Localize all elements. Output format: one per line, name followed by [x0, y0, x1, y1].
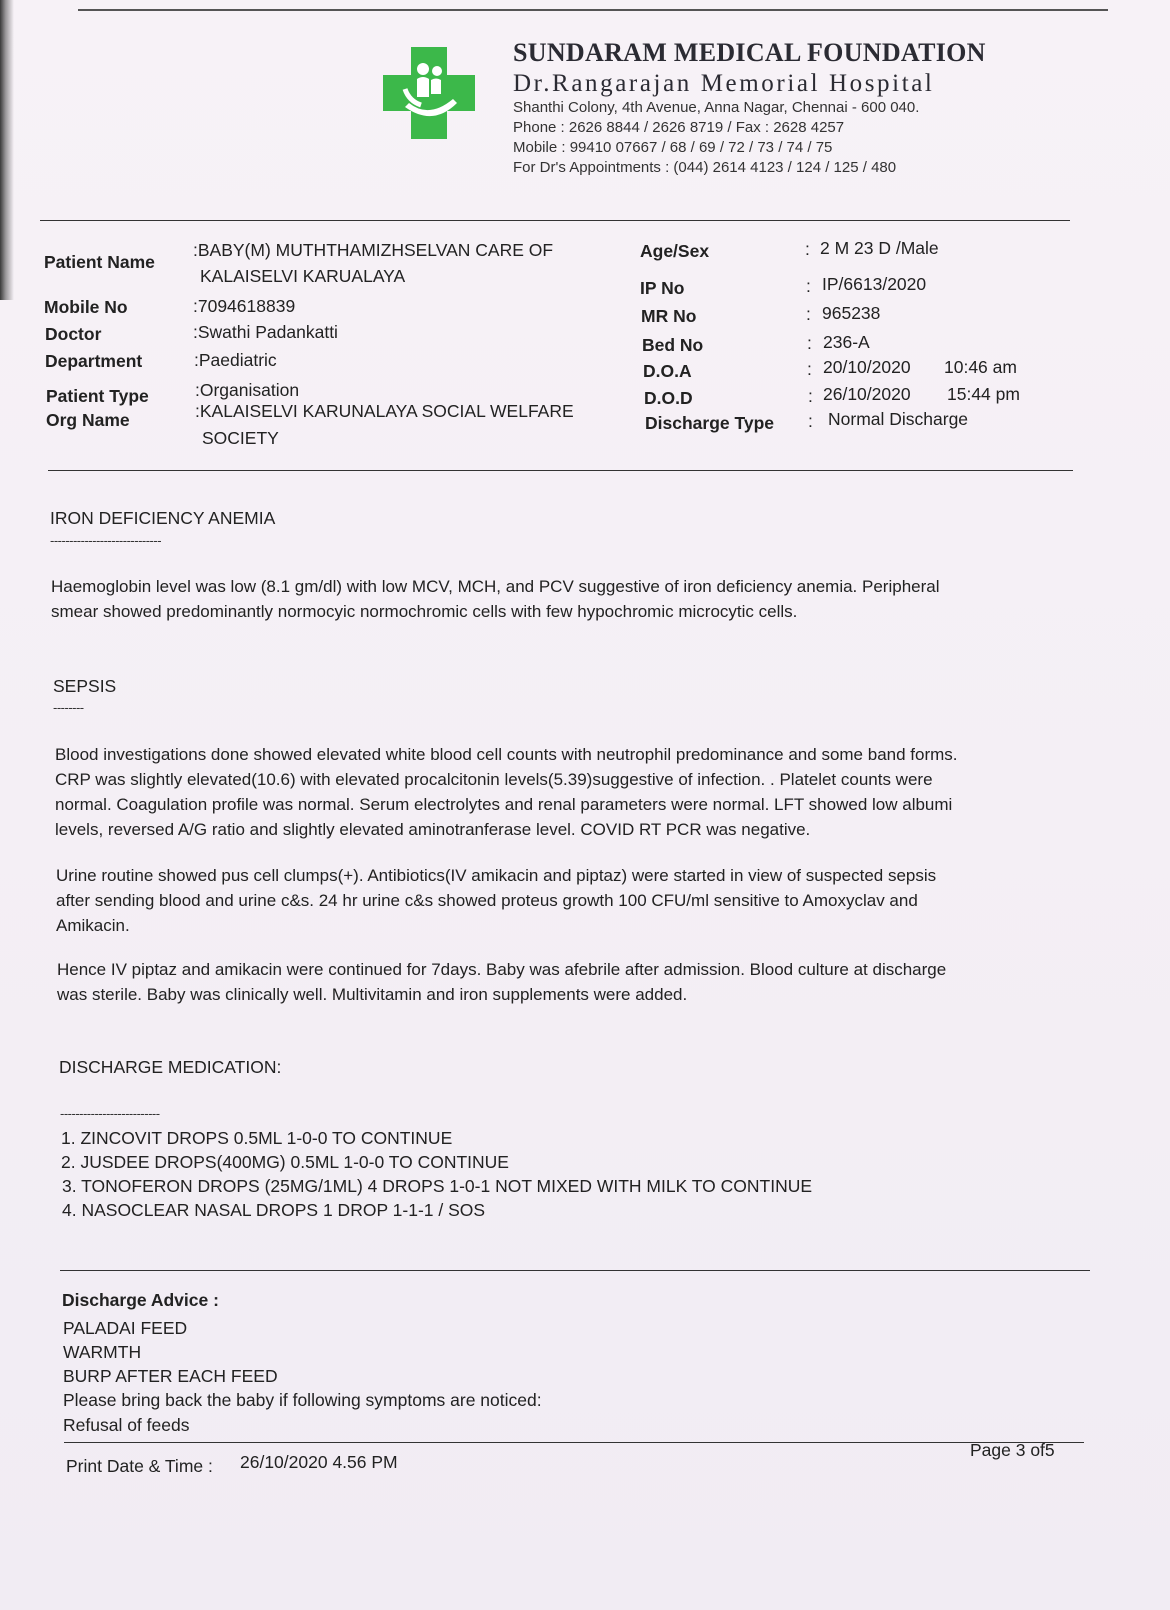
org-name-label: Org Name: [46, 410, 130, 430]
page-number: Page 3 of5: [970, 1440, 1055, 1460]
top-rule: [78, 9, 1108, 11]
bed-no-colon: :: [807, 333, 812, 353]
anemia-section-title: IRON DEFICIENCY ANEMIA: [50, 508, 276, 528]
header-divider: [40, 220, 1070, 221]
doctor-label: Doctor: [45, 324, 102, 344]
patient-info-divider: [48, 470, 1073, 471]
doctor-value: :Swathi Padankatti: [193, 322, 338, 342]
patient-name-value-cont: KALAISELVI KARUALAYA: [200, 266, 406, 286]
advice-item: Refusal of feeds: [63, 1415, 190, 1435]
sepsis-paragraph-2: [56, 863, 936, 938]
patient-name-value: :BABY(M) MUTHTHAMIZHSELVAN CARE OF: [193, 240, 554, 260]
bed-no-value: 236-A: [823, 332, 870, 352]
medication-item: 1. ZINCOVIT DROPS 0.5ML 1-0-0 TO CONTINUE: [61, 1128, 453, 1148]
patient-type-label: Patient Type: [46, 386, 149, 406]
print-date-value: 26/10/2020 4.56 PM: [240, 1452, 398, 1472]
bed-no-label: Bed No: [642, 335, 704, 355]
advice-item: PALADAI FEED: [63, 1318, 188, 1338]
org-name-value: :KALAISELVI KARUNALAYA SOCIAL WELFARE: [195, 401, 574, 421]
doa-label: D.O.A: [643, 361, 692, 381]
footer-divider: [64, 1442, 1084, 1443]
sepsis-line: CRP was slightly elevated(10.6) with elevated procalcitonin levels(5.39)suggestive of infection. . Platelet counts were: [55, 770, 933, 789]
doa-date: 20/10/2020: [823, 357, 911, 377]
advice-item: BURP AFTER EACH FEED: [63, 1366, 278, 1386]
dod-time: 15:44 pm: [947, 384, 1020, 404]
mr-no-label: MR No: [641, 306, 697, 326]
discharge-advice-title: Discharge Advice :: [62, 1290, 219, 1310]
medication-title-underline: --------------------------: [60, 1106, 160, 1121]
patient-type-value: :Organisation: [195, 380, 300, 400]
sepsis-line: Amikacin.: [56, 916, 130, 935]
anemia-paragraph: [51, 574, 940, 624]
mr-no-colon: :: [806, 304, 811, 324]
anemia-line: smear showed predominantly normocyic normochromic cells with few hypochromic microcytic cells.: [51, 602, 798, 621]
dod-label: D.O.D: [644, 388, 693, 408]
discharge-type-value: Normal Discharge: [828, 409, 969, 429]
scan-edge-shadow: [0, 0, 14, 300]
sepsis-paragraph-3: [57, 957, 946, 1007]
discharge-type-colon: :: [808, 411, 813, 431]
discharge-type-label: Discharge Type: [645, 413, 775, 433]
department-label: Department: [45, 351, 143, 371]
mr-no-value: 965238: [822, 303, 881, 323]
sepsis-line: Urine routine showed pus cell clumps(+). Antibiotics(IV amikacin and piptaz) were started in view of suspected sepsis: [56, 866, 937, 885]
sepsis-line: normal. Coagulation profile was normal. Serum electrolytes and renal parameters were normal. LFT showed low albumi: [55, 795, 953, 814]
advice-item: Please bring back the baby if following symptoms are noticed:: [63, 1390, 542, 1410]
org-name-value-cont: SOCIETY: [202, 428, 279, 448]
age-sex-value: 2 M 23 D /Male: [820, 238, 939, 258]
age-sex-label: Age/Sex: [640, 241, 710, 261]
hospital-subtitle: Dr.Rangarajan Memorial Hospital: [513, 70, 935, 97]
hospital-phone: Phone : 2626 8844 / 2626 8719 / Fax : 2628 4257: [513, 119, 845, 136]
green-cross-family-icon: [383, 47, 475, 139]
hospital-name: SUNDARAM MEDICAL FOUNDATION: [513, 38, 986, 67]
medication-item: 2. JUSDEE DROPS(400MG) 0.5ML 1-0-0 TO CONTINUE: [61, 1152, 509, 1172]
medication-section-title: DISCHARGE MEDICATION:: [59, 1057, 282, 1077]
ip-no-colon: :: [806, 276, 811, 296]
medication-item: 3. TONOFERON DROPS (25MG/1ML) 4 DROPS 1-0-1 NOT MIXED WITH MILK TO CONTINUE: [62, 1176, 813, 1196]
ip-no-value: IP/6613/2020: [822, 274, 927, 294]
medication-divider: [60, 1270, 1090, 1271]
sepsis-line: was sterile. Baby was clinically well. Multivitamin and iron supplements were added.: [57, 985, 688, 1004]
hospital-address: Shanthi Colony, 4th Avenue, Anna Nagar, Chennai - 600 040.: [513, 99, 920, 116]
sepsis-line: Hence IV piptaz and amikacin were continued for 7days. Baby was afebrile after admission. Blood culture at discharge: [57, 960, 947, 979]
sepsis-paragraph-1: [55, 742, 958, 842]
ip-no-label: IP No: [640, 278, 685, 298]
medication-item: 4. NASOCLEAR NASAL DROPS 1 DROP 1-1-1 / SOS: [62, 1200, 486, 1220]
doa-colon: :: [807, 359, 812, 379]
mobile-no-label: Mobile No: [44, 297, 128, 317]
anemia-title-underline: -----------------------------: [50, 533, 162, 548]
doa-time: 10:46 am: [944, 357, 1017, 377]
department-value: :Paediatric: [194, 350, 277, 370]
hospital-mobile: Mobile : 99410 07667 / 68 / 69 / 72 / 73 / 74 / 75: [513, 139, 833, 156]
sepsis-line: after sending blood and urine c&s. 24 hr urine c&s showed proteus growth 100 CFU/ml sensitive to Amoxyclav and: [56, 891, 918, 910]
advice-item: WARMTH: [63, 1342, 142, 1362]
print-date-label: Print Date & Time :: [66, 1456, 213, 1476]
anemia-line: Haemoglobin level was low (8.1 gm/dl) with low MCV, MCH, and PCV suggestive of iron deficiency anemia. Peripheral: [51, 577, 940, 596]
patient-name-label: Patient Name: [44, 252, 155, 272]
sepsis-line: levels, reversed A/G ratio and slightly elevated aminotranferase level. COVID RT PCR was negative.: [55, 820, 811, 839]
dod-date: 26/10/2020: [823, 384, 911, 404]
sepsis-section-title: SEPSIS: [53, 676, 117, 696]
mobile-no-value: :7094618839: [193, 296, 296, 316]
sepsis-line: Blood investigations done showed elevated white blood cell counts with neutrophil predominance and some band forms.: [55, 745, 958, 764]
dod-colon: :: [808, 386, 813, 406]
hospital-appointments: For Dr's Appointments : (044) 2614 4123 / 124 / 125 / 480: [513, 159, 897, 176]
sepsis-title-underline: --------: [53, 700, 84, 715]
age-sex-colon: :: [805, 239, 810, 259]
